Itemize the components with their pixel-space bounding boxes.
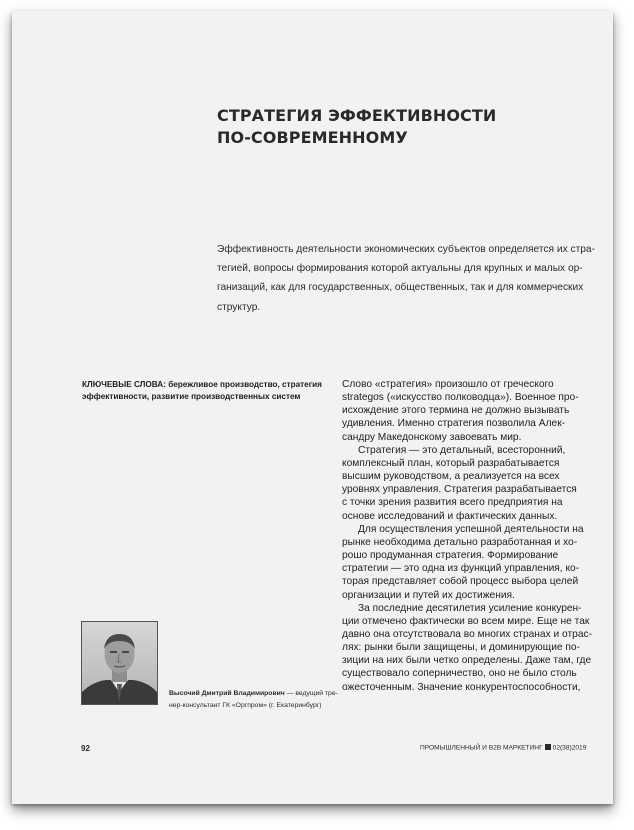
keywords-line-1: КЛЮЧЕВЫЕ СЛОВА: бережливое производство, стратегия	[82, 380, 322, 389]
body-line: торая представляет собой процесс выбора целей	[342, 576, 579, 588]
body-line: организации и путей их достижения.	[342, 589, 515, 601]
body-line: Слово «стратегия» произошло от греческого	[342, 379, 554, 390]
lead-line: ганизаций, как для государственных, общественных, так и для коммерческих	[217, 282, 584, 294]
title-line-1: СТРАТЕГИЯ ЭФФЕКТИВНОСТИ	[217, 106, 497, 125]
body-line: давно она отсутствовала во многих странах и отрас-	[342, 628, 592, 640]
body-line: комплексный план, который разрабатывается	[342, 457, 560, 469]
square-separator-icon	[545, 744, 551, 750]
body-line: основе исследований и фактических данных.	[342, 510, 558, 522]
body-line: высшим руководством, а реализуется на всех	[342, 471, 560, 483]
keywords	[82, 379, 332, 402]
body-line: strategos («искусство полководца»). Военное про-	[342, 392, 579, 404]
lead-line: структур.	[217, 301, 261, 313]
body-line: существовало соперничество, оно не было столь	[342, 668, 577, 680]
body-line: сандру Македонскому завоевать мир.	[342, 431, 522, 443]
author-caption	[169, 688, 339, 711]
title-line-2: ПО-СОВРЕМЕННОМУ	[217, 128, 408, 147]
journal-issue: 02(38)2019	[552, 744, 587, 752]
journal-footer	[420, 744, 586, 752]
body-line: исхождение этого термина не должно вызывать	[342, 405, 570, 417]
body-line: стратегии — это одна из функций управления, ко-	[342, 563, 580, 575]
author-role-part1: — ведущий тре-	[284, 690, 338, 697]
author-name: Высочий Дмитрий Владимирович	[169, 690, 285, 697]
page-number: 92	[81, 744, 90, 753]
lead-paragraph	[217, 240, 595, 317]
article-title	[217, 105, 577, 149]
body-line: ции отмечено фактически во всем мире. Еще не так	[342, 615, 590, 627]
body-line: уровнях управления. Стратегия разрабатывается	[342, 484, 577, 496]
lead-line: тегией, вопросы формирования которой актуальны для крупных и малых ор-	[217, 263, 583, 275]
keywords-line-2: эффективности, развитие производственных систем	[82, 391, 301, 401]
body-line: удивления. Именно стратегия позволила Алек-	[342, 418, 566, 430]
body-line: За последние десятилетия усиление конкурен-	[358, 602, 582, 614]
body-line: рошо продуманная стратегия. Формирование	[342, 550, 559, 562]
body-line: Для осуществления успешной деятельности на	[358, 523, 584, 535]
article-body	[342, 378, 597, 694]
body-line: Стратегия — это детальный, всесторонний,	[358, 444, 566, 456]
body-line: лях: рынки были защищены, и доминирующие по-	[342, 642, 580, 654]
author-role-part2: нер-консультант ГК «Оргпром» (г. Екатеринбург)	[169, 701, 322, 709]
body-line: ожесточенным. Значение конкурентоспособности,	[342, 681, 581, 693]
journal-name: ПРОМЫШЛЕННЫЙ И B2B МАРКЕТИНГ	[420, 744, 543, 752]
body-line: с точки зрения развития всего предприятия на	[342, 497, 563, 509]
body-line: рынке необходима детально разработанная и хо-	[342, 536, 578, 548]
author-photo	[81, 621, 158, 705]
magazine-page	[12, 11, 613, 804]
body-line: зиции на них были четко определены. Даже там, где	[342, 655, 592, 667]
author-portrait-illustration	[82, 622, 157, 704]
lead-line: Эффективность деятельности экономических субъектов определяется их стра-	[217, 244, 595, 255]
